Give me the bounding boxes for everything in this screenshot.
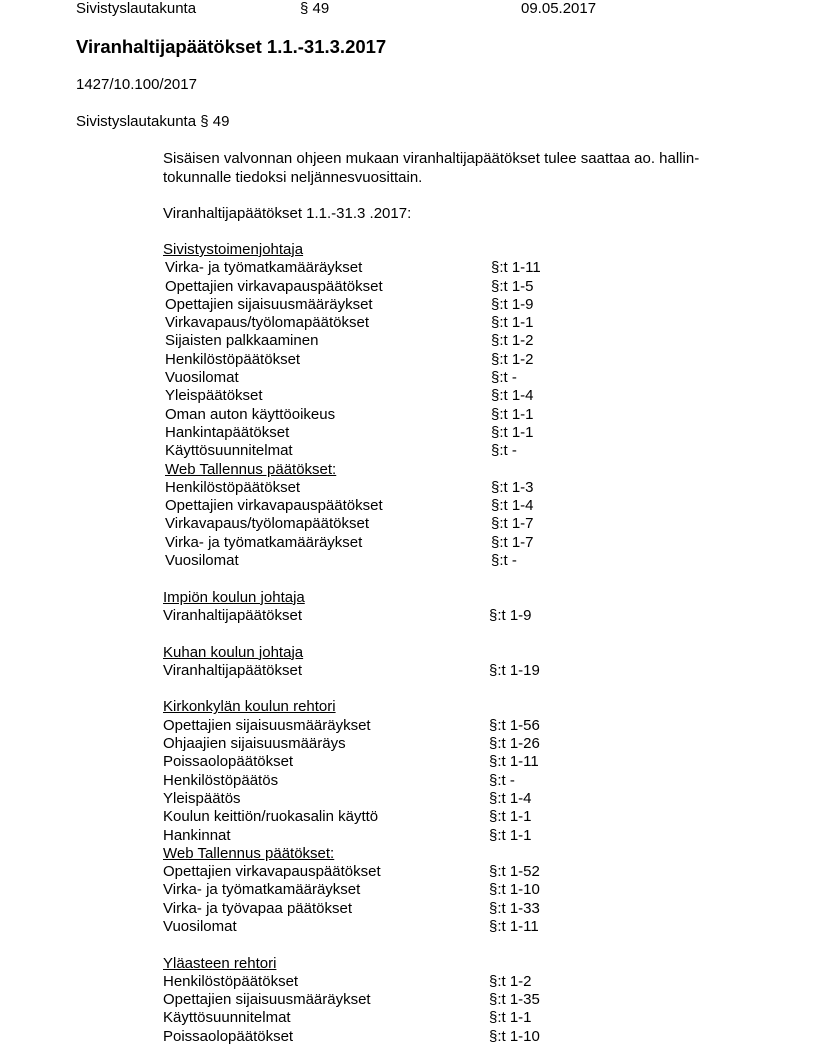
item-value: §:t 1-7 [491,533,534,551]
list-item [163,442,663,460]
item-label: Yleispäätös [163,789,241,807]
list-item [163,387,663,405]
list-item [163,753,663,771]
item-label: Käyttösuunnitelmat [163,1009,291,1027]
item-value: §:t 1-11 [491,259,541,277]
item-value: §:t 1-9 [491,295,534,313]
subheading-row [163,845,663,863]
subheading-row [163,461,663,479]
list-item [163,552,663,570]
section-heading: Impiön koulun johtaja [163,588,305,606]
item-label: Hankinnat [163,826,231,844]
item-value: §:t 1-4 [489,789,532,807]
record-number: 1427/10.100/2017 [76,76,197,93]
section [163,241,663,570]
item-value: §:t 1-19 [489,661,540,679]
item-label: Virka- ja työmatkamääräykset [165,259,363,277]
item-value: §:t 1-10 [489,1027,540,1045]
section-heading: Kuhan koulun johtaja [163,643,304,661]
item-value: §:t 1-4 [491,387,534,405]
list-item [163,991,663,1009]
item-value: §:t 1-1 [489,826,532,844]
header-date: 09.05.2017 [521,0,597,17]
item-value: §:t 1-2 [491,332,534,350]
list-item [163,515,663,533]
list-item [163,406,663,424]
decision-list [163,241,663,1046]
item-label: Vuosilomat [165,552,239,570]
section [163,570,663,625]
list-item [163,863,663,881]
list-item [163,534,663,552]
document-title: Viranhaltijapäätökset 1.1.-31.3.2017 [76,36,387,57]
subheading: Web Tallennus päätökset: [163,844,335,862]
item-label: Sijaisten palkkaaminen [165,332,319,350]
list-item [163,497,663,515]
reference: Sivistyslautakunta § 49 [76,113,230,130]
item-label: Henkilöstöpäätös [163,771,279,789]
item-label: Poissaolopäätökset [163,1027,294,1045]
header-section-number: § 49 [300,0,330,17]
item-label: Viranhaltijapäätökset [163,661,302,679]
item-label: Virka- ja työmatkamääräykset [165,533,363,551]
item-label: Virkavapaus/työlomapäätökset [165,314,370,332]
item-value: §:t 1-9 [489,606,532,624]
list-item [163,790,663,808]
list-item [163,881,663,899]
section [163,625,663,680]
item-label: Vuosilomat [165,369,239,387]
list-item [163,717,663,735]
item-label: Opettajien virkavapauspäätökset [165,277,383,295]
section [163,936,663,1046]
blank-line [163,680,663,698]
list-item [163,735,663,753]
list-item [163,808,663,826]
item-value: §:t 1-3 [491,478,534,496]
item-label: Hankintapäätökset [165,423,290,441]
list-item [163,296,663,314]
blank-line [163,570,663,588]
section-heading: Yläasteen rehtori [163,954,277,972]
blank-line [163,936,663,954]
list-item [163,1028,663,1046]
item-label: Oman auton käyttöoikeus [165,405,336,423]
item-value: §:t 1-33 [489,899,540,917]
item-value: §:t 1-2 [491,350,534,368]
list-item [163,278,663,296]
item-label: Opettajien sijaisuusmääräykset [165,295,373,313]
item-label: Henkilöstöpäätökset [165,350,301,368]
item-value: §:t 1-1 [489,808,532,826]
item-value: §:t - [491,552,517,570]
item-value: §:t 1-11 [489,917,539,935]
list-item [163,332,663,350]
list-item [163,351,663,369]
list-item [163,1009,663,1027]
section-heading: Kirkonkylän koulun rehtori [163,698,336,716]
section [163,680,663,936]
item-value: §:t 1-1 [489,1009,532,1027]
item-value: §:t 1-1 [491,314,534,332]
list-item [163,973,663,991]
item-value: §:t 1-35 [489,991,540,1009]
item-label: Koulun keittiön/ruokasalin käyttö [163,808,379,826]
item-label: Poissaolopäätökset [163,753,294,771]
item-label: Virka- ja työvapaa päätökset [163,899,353,917]
item-value: §:t - [489,771,515,789]
list-item [163,900,663,918]
item-value: §:t 1-1 [491,423,534,441]
item-label: Opettajien sijaisuusmääräykset [163,991,371,1009]
item-value: §:t 1-5 [491,277,534,295]
header-body-name: Sivistyslautakunta [76,0,197,17]
item-label: Henkilöstöpäätökset [165,478,301,496]
list-item [163,772,663,790]
item-label: Virka- ja työmatkamääräykset [163,881,361,899]
item-value: §:t 1-11 [489,753,539,771]
list-item [163,424,663,442]
item-label: Viranhaltijapäätökset [163,606,302,624]
list-item [163,479,663,497]
item-label: Vuosilomat [163,917,237,935]
item-value: §:t 1-4 [491,497,534,515]
item-label: Käyttösuunnitelmat [165,442,293,460]
item-label: Opettajien sijaisuusmääräykset [163,716,371,734]
item-value: §:t 1-52 [489,863,540,881]
list-item [163,259,663,277]
list-item [163,314,663,332]
list-item [163,369,663,387]
list-intro: Viranhaltijapäätökset 1.1.-31.3 .2017: [163,205,412,222]
list-item [163,918,663,936]
paragraph-line: tokunnalle tiedoksi neljännesvuosittain. [163,169,423,186]
item-label: Opettajien virkavapauspäätökset [165,497,383,515]
item-value: §:t 1-56 [489,716,540,734]
item-value: §:t 1-2 [489,972,532,990]
item-value: §:t 1-7 [491,515,534,533]
item-value: §:t 1-1 [491,405,534,423]
item-value: §:t 1-26 [489,735,540,753]
item-label: Ohjaajien sijaisuusmääräys [163,735,346,753]
list-item [163,662,663,680]
list-item [163,827,663,845]
item-label: Opettajien virkavapauspäätökset [163,863,381,881]
blank-line [163,625,663,643]
item-label: Henkilöstöpäätökset [163,972,299,990]
item-label: Yleispäätökset [165,387,263,405]
item-label: Virkavapaus/työlomapäätökset [165,515,370,533]
section-heading: Sivistystoimenjohtaja [163,241,304,258]
item-value: §:t - [491,442,517,460]
body-paragraph [163,149,753,187]
list-item [163,607,663,625]
subheading: Web Tallennus päätökset: [165,460,337,478]
item-value: §:t - [491,369,517,387]
paragraph-line: Sisäisen valvonnan ohjeen mukaan viranhaltijapäätökset tulee saattaa ao. hallin- [163,150,700,167]
item-value: §:t 1-10 [489,881,540,899]
